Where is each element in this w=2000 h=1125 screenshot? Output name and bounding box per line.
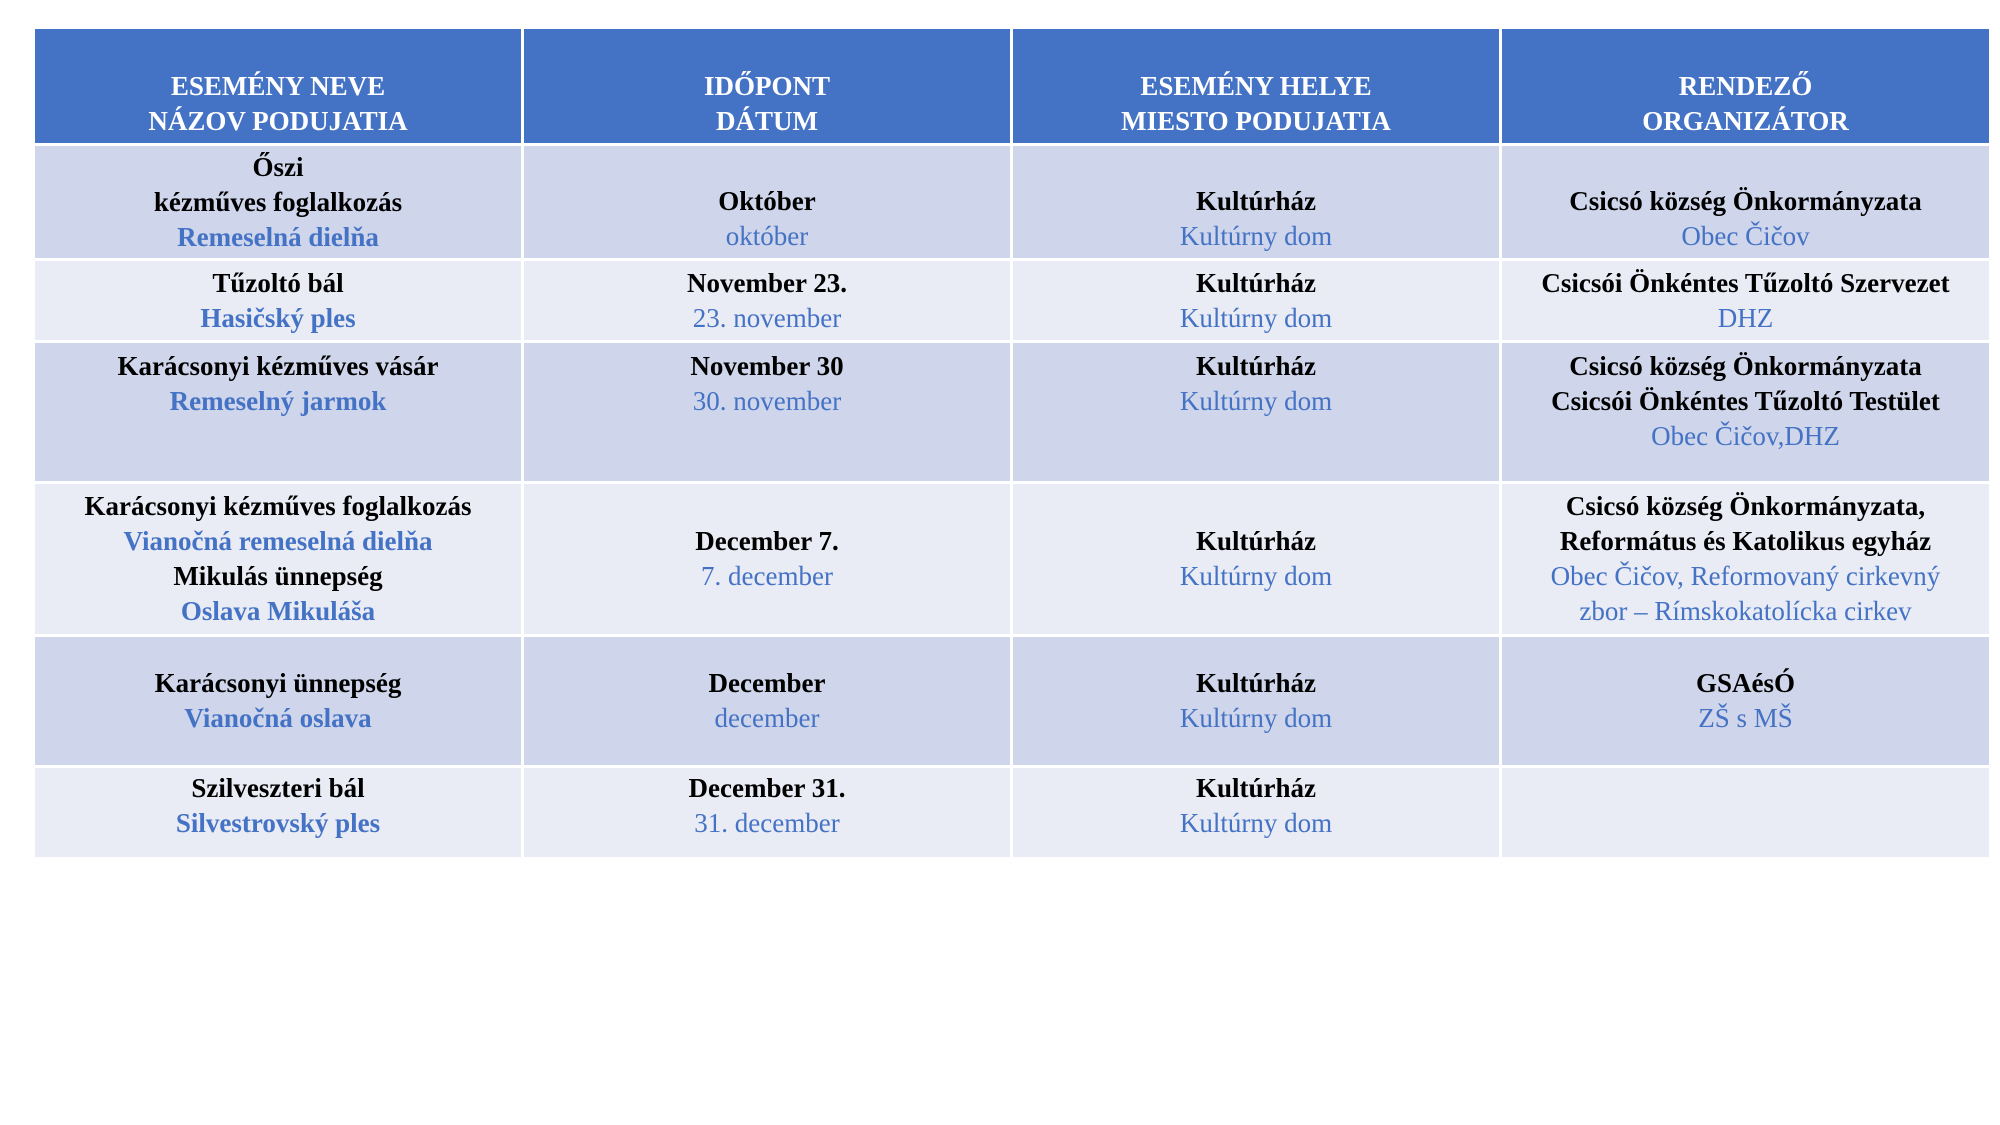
organizer-cell <box>1501 260 1991 342</box>
event-name-cell <box>34 767 523 859</box>
organizer-hu: Csicsói Önkéntes Tűzoltó Szervezet <box>1541 267 1950 298</box>
table-row <box>34 483 1991 636</box>
event-name-hu: Karácsonyi kézműves foglalkozás <box>84 491 472 521</box>
date-cell <box>523 342 1012 483</box>
place-sk: Kultúrny dom <box>1179 561 1333 591</box>
place-hu: Kultúrház <box>1195 668 1316 698</box>
event-name-cell <box>34 260 523 342</box>
header-label-sk: MIESTO PODUJATIA <box>1121 106 1391 136</box>
event-name-hu: Szilveszteri bál <box>191 773 365 803</box>
date-sk: 31. december <box>694 808 840 838</box>
event-name-sk: Oslava Mikuláša <box>180 596 376 626</box>
organizer-cell <box>1501 342 1991 483</box>
place-cell <box>1012 145 1501 260</box>
organizer-hu: Református és Katolikus egyház <box>1559 526 1932 556</box>
date-cell <box>523 483 1012 636</box>
header-event-name <box>34 28 523 145</box>
organizer-sk: ZŠ s MŠ <box>1698 703 1793 733</box>
date-sk: 30. november <box>692 386 842 416</box>
date-cell <box>523 767 1012 859</box>
header-label-sk: NÁZOV PODUJATIA <box>148 106 408 136</box>
place-hu: Kultúrház <box>1195 773 1316 803</box>
place-cell <box>1012 767 1501 859</box>
date-cell <box>523 145 1012 260</box>
organizer-sk: zbor – Rímskokatolícka cirkev <box>1579 596 1912 626</box>
place-sk: Kultúrny dom <box>1179 386 1333 416</box>
place-cell <box>1012 342 1501 483</box>
event-name-hu: kézműves foglalkozás <box>153 186 403 217</box>
event-name-sk: Vianočná remeselná dielňa <box>123 526 433 556</box>
place-sk: Kultúrny dom <box>1179 703 1333 733</box>
event-name-hu: Karácsonyi kézműves vásár <box>117 351 439 381</box>
place-sk: Kultúrny dom <box>1179 221 1333 251</box>
event-name-sk: Remeselný jarmok <box>169 386 387 416</box>
events-table <box>32 26 1992 860</box>
organizer-cell <box>1501 145 1991 260</box>
table-row <box>34 767 1991 859</box>
event-name-cell <box>34 145 523 260</box>
organizer-cell <box>1501 636 1991 767</box>
event-name-sk: Remeselná dielňa <box>177 221 379 252</box>
table-row <box>34 260 1991 342</box>
date-sk: október <box>725 221 809 251</box>
header-date <box>523 28 1012 145</box>
date-cell <box>523 260 1012 342</box>
date-hu: December <box>708 668 826 698</box>
place-hu: Kultúrház <box>1195 351 1316 381</box>
date-hu: November 23. <box>687 267 847 298</box>
event-name-hu: Mikulás ünnepség <box>173 561 383 591</box>
table-row <box>34 145 1991 260</box>
date-hu: December 31. <box>688 773 846 803</box>
event-name-sk: Silvestrovský ples <box>175 808 381 838</box>
event-name-hu: Őszi <box>252 151 304 182</box>
header-label-hu: IDŐPONT <box>703 71 830 101</box>
place-cell <box>1012 483 1501 636</box>
event-name-hu: Tűzoltó bál <box>212 267 344 298</box>
table-row <box>34 342 1991 483</box>
event-name-cell <box>34 483 523 636</box>
organizer-cell <box>1501 767 1991 859</box>
header-place <box>1012 28 1501 145</box>
date-hu: Október <box>718 186 816 216</box>
organizer-sk: Obec Čičov, Reformovaný cirkevný <box>1550 561 1941 591</box>
place-hu: Kultúrház <box>1195 526 1316 556</box>
organizer-hu: Csicsói Önkéntes Tűzoltó Testület <box>1551 386 1940 416</box>
organizer-hu: Csicsó község Önkormányzata, <box>1565 491 1926 521</box>
date-cell <box>523 636 1012 767</box>
organizer-sk: DHZ <box>1717 302 1774 333</box>
header-row <box>34 28 1991 145</box>
place-cell <box>1012 260 1501 342</box>
place-cell <box>1012 636 1501 767</box>
header-label-hu: ESEMÉNY HELYE <box>1140 71 1372 101</box>
date-hu: December 7. <box>695 526 839 556</box>
organizer-hu: GSAésÓ <box>1695 668 1795 698</box>
date-sk: 23. november <box>692 302 842 333</box>
header-label-sk: ORGANIZÁTOR <box>1642 106 1849 136</box>
event-name-sk: Vianočná oslava <box>184 703 372 733</box>
organizer-sk: Obec Čičov,DHZ <box>1651 421 1840 451</box>
organizer-sk: Obec Čičov <box>1681 221 1810 251</box>
place-sk: Kultúrny dom <box>1179 302 1333 333</box>
header-organizer <box>1501 28 1991 145</box>
place-hu: Kultúrház <box>1195 186 1316 216</box>
organizer-hu: Csicsó község Önkormányzata <box>1569 186 1922 216</box>
header-label-hu: RENDEZŐ <box>1678 71 1813 101</box>
date-sk: december <box>714 703 820 733</box>
header-label-sk: DÁTUM <box>716 106 818 136</box>
table-row <box>34 636 1991 767</box>
organizer-hu: Csicsó község Önkormányzata <box>1569 351 1922 381</box>
event-name-cell <box>34 636 523 767</box>
event-name-cell <box>34 342 523 483</box>
header-label-hu: ESEMÉNY NEVE <box>170 71 386 101</box>
event-name-sk: Hasičský ples <box>200 302 356 333</box>
event-name-hu: Karácsonyi ünnepség <box>154 668 402 698</box>
place-sk: Kultúrny dom <box>1179 808 1333 838</box>
date-hu: November 30 <box>690 351 844 381</box>
organizer-cell <box>1501 483 1991 636</box>
date-sk: 7. december <box>701 561 833 591</box>
place-hu: Kultúrház <box>1195 267 1316 298</box>
